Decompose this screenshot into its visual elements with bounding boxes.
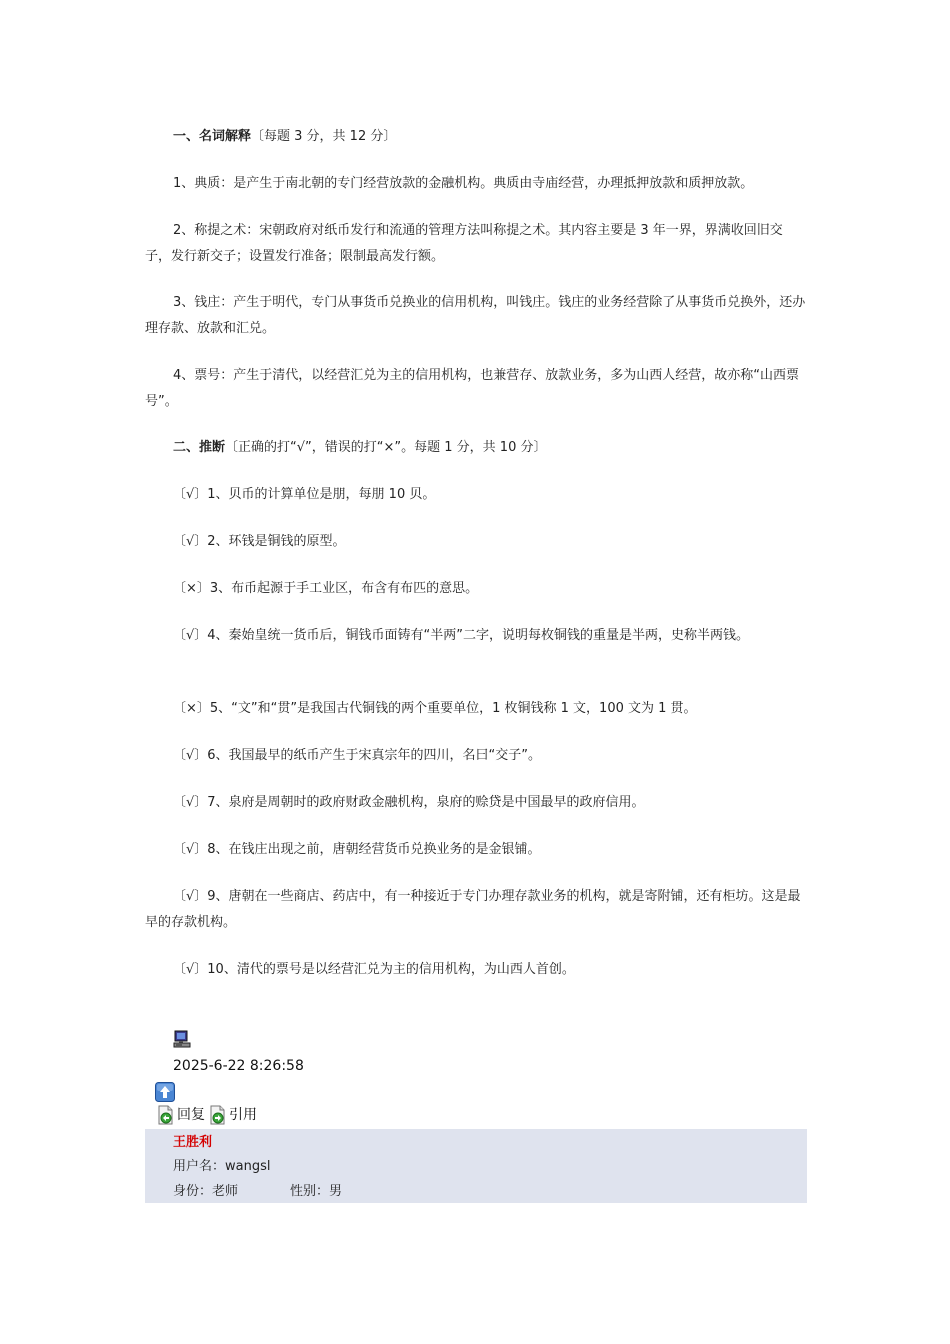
section-1-title: 一、名词解释 — [173, 129, 252, 144]
judgment-item: 〔√〕4、秦始皇统一货币后，铜钱币面铸有“半两”二字，说明每枚铜钱的重量是半两，史称半两钱。 — [173, 628, 750, 643]
judgment-item: 〔√〕1、贝币的计算单位是朋，每朋 10 贝。 — [173, 487, 436, 502]
quote-icon — [209, 1105, 227, 1125]
judgment-item: 〔√〕6、我国最早的纸币产生于宋真宗年的四川，名曰“交子”。 — [173, 748, 542, 763]
definition-item: 2、称提之术：宋朝政府对纸币发行和流通的管理方法叫称提之术。其内容主要是 3 年一界，界满收回旧交子，发行新交子；设置发行准备；限制最高发行额。 — [145, 223, 783, 264]
judgment-item: 〔√〕7、泉府是周朝时的政府财政金融机构，泉府的赊贷是中国最早的政府信用。 — [173, 795, 645, 810]
gender-label: 性别： — [290, 1184, 330, 1199]
judgment-item: 〔√〕8、在钱庄出现之前，唐朝经营货币兑换业务的是金银铺。 — [173, 842, 541, 857]
quote-label: 引用 — [229, 1107, 257, 1123]
judgment-item: 〔√〕9、唐朝在一些商店、药店中，有一种接近于专门办理存款业务的机构，就是寄附铺，还有柜坊。这是最早的存款机构。 — [145, 889, 801, 930]
section-2-title: 二、推断 — [173, 440, 226, 455]
reply-button[interactable] — [157, 1104, 205, 1126]
definition-item: 4、票号：产生于清代，以经营汇兑为主的信用机构，也兼营存、放款业务，多为山西人经营，故亦称“山西票号”。 — [145, 368, 800, 409]
gender-value: 男 — [329, 1184, 343, 1199]
user-name[interactable]: 王胜利 — [173, 1135, 213, 1150]
post-actions — [157, 1104, 261, 1126]
role-label: 身份： — [173, 1184, 213, 1199]
username-label: 用户名： — [173, 1159, 226, 1174]
role-value: 老师 — [212, 1184, 239, 1199]
quote-button[interactable] — [209, 1104, 257, 1126]
judgment-item: 〔√〕10、清代的票号是以经营汇兑为主的信用机构，为山西人首创。 — [173, 962, 575, 977]
section-1-note: 〔每题 3 分，共 12 分〕 — [251, 129, 397, 144]
judgment-item: 〔×〕5、“文”和“贯”是我国古代铜钱的两个重要单位，1 枚铜钱称 1 文，100 文为 1 贯。 — [173, 701, 697, 716]
definition-item: 3、钱庄：产生于明代，专门从事货币兑换业的信用机构，叫钱庄。钱庄的业务经营除了从事货币兑换外，还办理存款、放款和汇兑。 — [145, 295, 806, 336]
username-value: wangsl — [225, 1159, 271, 1174]
section-2-note: 〔正确的打“√”，错误的打“×”。每题 1 分，共 10 分〕 — [225, 440, 547, 455]
section-2-heading — [145, 435, 807, 461]
role-row — [173, 1182, 342, 1202]
section-1-heading — [145, 124, 807, 150]
post-timestamp: 2025-6-22 8:26:58 — [173, 1058, 304, 1074]
username-row — [173, 1157, 271, 1177]
reply-label: 回复 — [177, 1107, 205, 1123]
judgment-item: 〔√〕2、环钱是铜钱的原型。 — [173, 534, 346, 549]
computer-icon — [173, 1030, 191, 1048]
up-arrow-icon[interactable] — [155, 1082, 175, 1102]
definition-item: 1、典质：是产生于南北朝的专门经营放款的金融机构。典质由寺庙经营，办理抵押放款和质押放款。 — [173, 176, 754, 191]
user-info-panel — [145, 1129, 807, 1203]
reply-icon — [157, 1105, 175, 1125]
judgment-item: 〔×〕3、布币起源于手工业区，布含有布匹的意思。 — [173, 581, 479, 596]
